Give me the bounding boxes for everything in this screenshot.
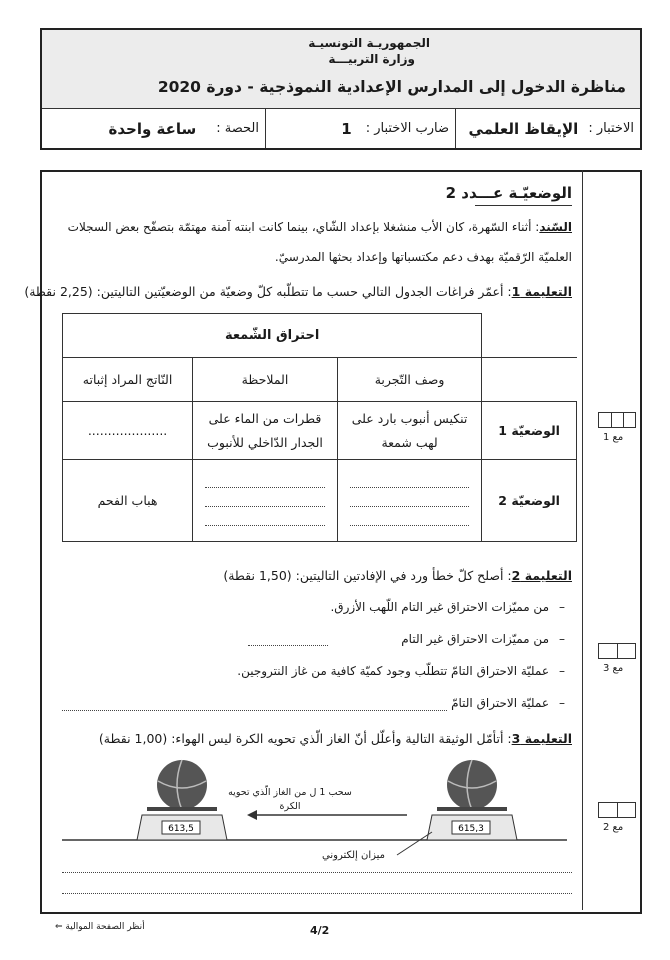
row-description: تنكيس أنبوب بارد على لهب شمعة (337, 402, 481, 460)
ministry-label: وزارة التربيـــة (328, 52, 415, 66)
row-label: الوضعيّة 2 (482, 460, 577, 542)
exam-subject-label: الاختبار : (588, 121, 634, 136)
statement-item: –من مميّزات الاحتراق غير التام (401, 632, 565, 646)
exam-header (40, 28, 642, 150)
table-row (63, 402, 577, 460)
header-banner (42, 30, 640, 109)
basketball-icon (157, 760, 207, 810)
statement-text: من مميّزات الاحتراق غير التام اللّهب الأزرق. (330, 600, 549, 614)
scale-caption: ميزان إلكتروني (322, 850, 386, 861)
grade-label-1: مع 1 (603, 432, 624, 443)
support-line-2: العلميّة الرّقميّة بهدف دعم مكتسباتها وإعداد بحثها المدرسيّ. (274, 250, 572, 264)
row-observation-blank[interactable] (193, 460, 338, 542)
grading-margin-divider (582, 170, 583, 910)
grade-label-3: مع 3 (603, 663, 624, 674)
exam-duration-cell (42, 109, 265, 148)
instruction-1-text: : أعمّر فراغات الجدول التالي حسب ما تتطلّبه كلّ وضعيّة من الوضعيّتين التاليتين: (2,25 نقطة) (24, 284, 512, 299)
grade-label-2: مع 2 (603, 822, 624, 833)
header-info-row (42, 109, 640, 148)
instruction-2-label: التعليمة 2 (511, 568, 572, 583)
combustion-table (62, 313, 577, 542)
support-text-1: : أثناء السّهرة، كان الأب منشغلا بإعداد الشّاي، بينما كانت ابنته آمنة مهتمّة بتصفّح بعض السجلات (67, 220, 540, 234)
arrow-caption: سحب 1 ل من الغاز الّذي تحويه الكرة (228, 787, 352, 812)
table-title: احتراق الشّمعة (63, 314, 482, 358)
instruction-2-text: : أصلح كلّ خطأ ورد في الإفادتين التاليتين: (1,50 نقطة) (223, 568, 512, 583)
row-product: هباب الفحم (63, 460, 193, 542)
duration-label: الحصة : (216, 121, 259, 136)
statement-text: عمليّة الاحتراق التامّ تتطلّب وجود كميّة كافية من غاز النتروجين. (237, 664, 549, 678)
page-number: 4/2 (310, 924, 330, 937)
left-scale-reading: 613,5 (168, 824, 194, 834)
answer-blank[interactable] (62, 872, 572, 873)
statement-item: –عمليّة الاحتراق التامّ (451, 696, 565, 710)
answer-blank[interactable] (62, 710, 447, 711)
title-underline (475, 205, 572, 206)
answer-blank[interactable] (62, 893, 572, 894)
row-product-blank[interactable]: .................... (63, 402, 193, 460)
next-page-note (55, 922, 145, 932)
grade-box-3[interactable] (598, 643, 636, 659)
header-observation: الملاحظة (193, 358, 338, 402)
exam-subject-value: الإيقاظ العلمي (468, 119, 579, 138)
instruction-3-text: : أتأمّل الوثيقة التالية وأعلّل أنّ الغاز الّذي تحويه الكرة ليس الهواء: (1,00 نقطة) (98, 731, 512, 746)
arrow-icon: ⇐ (55, 922, 63, 932)
statement-text: عمليّة الاحتراق التامّ (451, 696, 549, 710)
row-label: الوضعيّة 1 (482, 402, 577, 460)
statement-item: –من مميّزات الاحتراق غير التام اللّهب الأزرق. (330, 600, 565, 614)
answer-blank[interactable] (248, 645, 328, 646)
row-observation: قطرات من الماء على الجدار الدّاخلي للأنبوب (193, 402, 338, 460)
statement-item: –عمليّة الاحتراق التامّ تتطلّب وجود كميّة كافية من غاز النتروجين. (237, 664, 565, 678)
instruction-3-label: التعليمة 3 (511, 731, 572, 746)
grade-box-2[interactable] (598, 802, 636, 818)
coefficient-label: ضارب الاختبار : (365, 121, 449, 136)
support-label: السّند (539, 220, 572, 234)
situation-title: الوضعيّـة عـــدد 2 (445, 184, 572, 202)
instruction-2 (223, 568, 572, 583)
exam-coefficient-cell (265, 109, 455, 148)
statement-text: من مميّزات الاحتراق غير التام (401, 632, 549, 646)
table-row (63, 460, 577, 542)
row-description-blank[interactable] (337, 460, 481, 542)
exam-subject-cell (455, 109, 640, 148)
exam-title: مناظرة الدخول إلى المدارس الإعدادية النموذجية - دورة 2020 (157, 78, 626, 96)
coefficient-value: 1 (341, 119, 352, 138)
header-description: وصف التّجربة (337, 358, 481, 402)
instruction-3 (99, 731, 572, 746)
republic-label: الجمهوريـة التونسيـة (308, 36, 430, 50)
header-product: النّاتج المراد إثباته (63, 358, 193, 402)
instruction-1-label: التعليمة 1 (511, 284, 572, 299)
support-line-1 (67, 220, 572, 234)
right-scale-reading: 615,3 (458, 824, 484, 834)
grade-box-1[interactable] (598, 412, 636, 428)
instruction-1 (24, 284, 572, 299)
next-page-text: أنظر الصفحة الموالية (65, 922, 145, 932)
basketball-icon (447, 760, 497, 810)
duration-value: ساعة واحدة (108, 119, 197, 138)
